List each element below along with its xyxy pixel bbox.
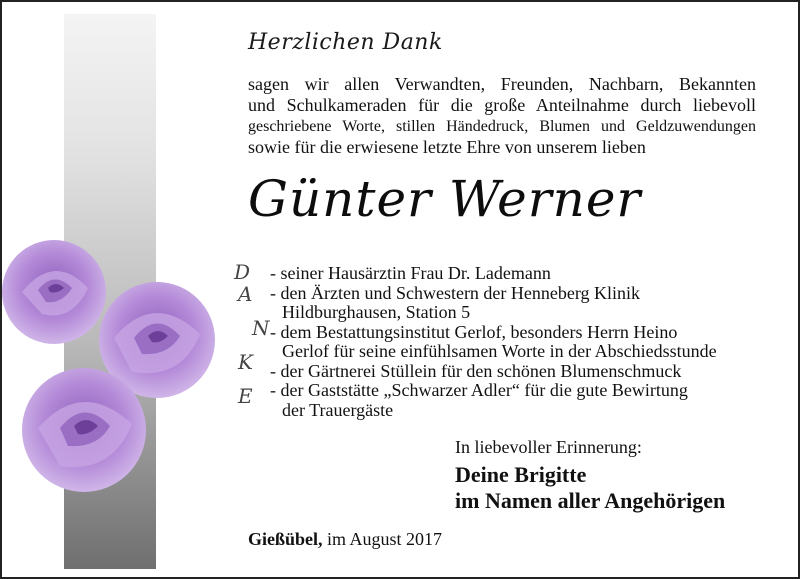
- heading-herzlichen-dank: Herzlichen Dank: [248, 30, 443, 55]
- place-date: im August 2017: [327, 529, 443, 549]
- intro-line-3: geschriebene Worte, stillen Händedruck, Blumen und Geldzuwendungen: [248, 118, 756, 135]
- thanks-list: [270, 264, 770, 420]
- intro-line-1: sagen wir allen Verwandten, Freunden, Nachbarn, Bekannten: [248, 74, 756, 94]
- danke-letter-a: A: [238, 282, 253, 306]
- remembrance-text: In liebevoller Erinnerung:: [455, 437, 642, 457]
- intro-line-2: und Schulkameraden für die große Anteilnahme durch liebevoll: [248, 95, 756, 115]
- thanks-line-7: - der Gaststätte „Schwarzer Adler“ für die gute Bewirtung: [270, 380, 688, 400]
- signature-line-2: im Namen aller Angehörigen: [455, 488, 726, 513]
- intro-paragraph: [248, 74, 756, 158]
- signature-line-1: Deine Brigitte: [455, 462, 587, 487]
- thanks-line-3: Hildburghausen, Station 5: [282, 302, 471, 322]
- thanks-line-1: - seiner Hausärztin Frau Dr. Lademann: [270, 263, 551, 283]
- place-town: Gießübel,: [248, 529, 323, 549]
- place-and-date: [248, 529, 442, 550]
- danke-letter-e: E: [238, 384, 253, 408]
- deceased-name: Günter Werner: [248, 170, 642, 228]
- rose-bottom: [22, 368, 146, 492]
- signature: [455, 462, 725, 514]
- thanks-line-4: - dem Bestattungsinstitut Gerlof, besonders Herrn Heino: [270, 321, 678, 342]
- thanks-line-2: - den Ärzten und Schwestern der Henneberg Klinik: [270, 282, 641, 303]
- danke-letter-k: K: [238, 350, 253, 374]
- purple-roses-image: [2, 230, 222, 500]
- rose-top-left: [2, 240, 106, 344]
- thanks-line-6: - der Gärtnerei Stüllein für den schönen Blumenschmuck: [270, 360, 682, 381]
- thanks-line-5: Gerlof für seine einfühlsamen Worte in der Abschiedsstunde: [282, 341, 717, 361]
- danke-letter-d: D: [234, 260, 251, 284]
- intro-line-4: sowie für die erwiesene letzte Ehre von unserem lieben: [248, 137, 646, 157]
- danke-letter-n: N: [252, 316, 270, 340]
- thanks-line-8: der Trauergäste: [282, 399, 394, 420]
